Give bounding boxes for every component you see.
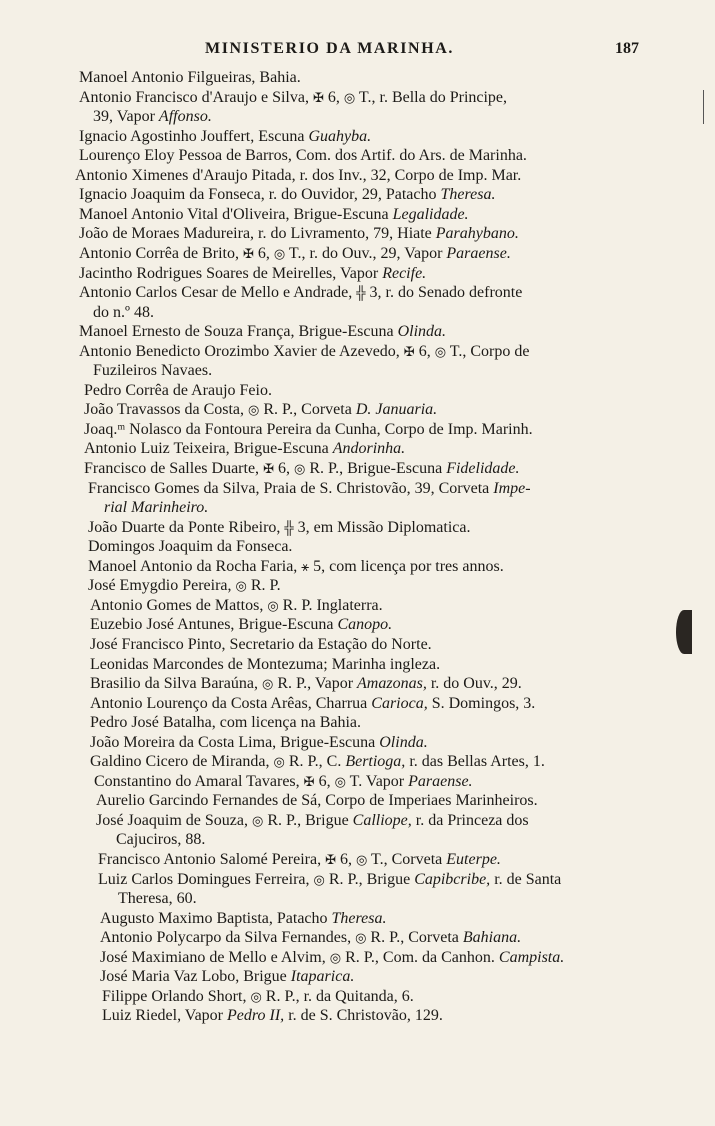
- vessel-name: Andorinha.: [332, 440, 406, 457]
- entry-text: Fuzileiros Navaes.: [93, 362, 213, 379]
- vessel-name: Itaparica.: [290, 968, 355, 985]
- entry-text: João de Moraes Madureira, r. do Livramento, 79, Hiate: [79, 225, 436, 242]
- entry-line: [90, 752, 545, 771]
- entry-line: [79, 127, 371, 146]
- entry-text: Theresa, 60.: [118, 890, 197, 907]
- order-symbol-icon: ✠: [403, 344, 415, 359]
- entry-line: [88, 576, 281, 595]
- entry-text: Antonio Lourenço da Costa Arêas, Charrua: [90, 695, 372, 712]
- entry-text: Antonio Francisco d'Araujo e Silva,: [79, 89, 313, 106]
- order-symbol-icon: ✠: [325, 852, 336, 867]
- entry-line: [93, 107, 212, 126]
- entry-line: [93, 361, 212, 380]
- entry-text: Brasilio da Silva Baraúna,: [90, 675, 262, 692]
- entry-text: Antonio Luiz Teixeira, Brigue-Escuna: [84, 440, 333, 457]
- entry-text: Pedro José Batalha, com licença na Bahia.: [90, 714, 362, 731]
- entry-text: R. P.: [246, 577, 281, 594]
- vessel-name: Pedro II,: [227, 1007, 285, 1024]
- entry-line: [98, 870, 561, 889]
- entry-text: do n.º 48.: [93, 304, 154, 321]
- entry-text: Antonio Benedicto Orozimbo Xavier de Azevedo,: [79, 343, 404, 360]
- entry-text: Antonio Ximenes d'Araujo Pitada, r. dos Inv., 32, Corpo de Imp. Mar.: [75, 167, 522, 184]
- entry-text: R. P. Inglaterra.: [278, 597, 383, 614]
- entry-line: [84, 420, 533, 439]
- order-symbol-icon: ╬: [356, 285, 366, 300]
- page-edge-ink-mark: [676, 610, 692, 654]
- entry-line: [94, 772, 473, 791]
- entry-line: [100, 967, 354, 986]
- entry-text: 6,: [323, 89, 344, 106]
- order-symbol-icon: ◎: [313, 872, 325, 887]
- vessel-name: Paraense.: [408, 773, 473, 790]
- entry-line: [104, 498, 208, 517]
- entry-text: Augusto Maximo Baptista, Patacho: [100, 910, 332, 927]
- entry-line: [88, 518, 470, 537]
- order-symbol-icon: ✠: [263, 461, 274, 476]
- entry-line: [79, 342, 529, 361]
- entry-text: T., r. do Ouv., 29, Vapor: [285, 245, 447, 262]
- page-number: 187: [615, 40, 639, 57]
- order-symbol-icon: ✠: [312, 90, 324, 105]
- order-symbol-icon: ◎: [293, 461, 306, 476]
- order-symbol-icon: ◎: [334, 774, 346, 789]
- order-symbol-icon: ◎: [250, 989, 262, 1004]
- vessel-name: Campista.: [498, 949, 565, 966]
- order-symbol-icon: ◎: [329, 950, 342, 965]
- entry-text: T. Vapor: [345, 773, 409, 790]
- entry-line: [90, 655, 440, 674]
- entry-line: [84, 400, 437, 419]
- entry-text: R. P., Corveta: [366, 929, 463, 946]
- entry-text: R. P., Brigue: [263, 812, 353, 829]
- order-symbol-icon: ◎: [355, 930, 367, 945]
- entry-line: [79, 68, 301, 87]
- entry-text: T., Corpo de: [446, 343, 530, 360]
- entry-line: [102, 1006, 443, 1025]
- entry-text: T., Corveta: [367, 851, 447, 868]
- vessel-name: Parahybano.: [435, 225, 519, 242]
- order-symbol-icon: ◎: [434, 344, 447, 359]
- entry-text: Antonio Polycarpo da Silva Fernandes,: [100, 929, 356, 946]
- entry-text: José Maximiano de Mello e Alvim,: [100, 949, 330, 966]
- entry-text: Luiz Riedel, Vapor: [102, 1007, 228, 1024]
- vessel-name: Bertioga,: [345, 753, 406, 770]
- entry-line: [79, 283, 522, 302]
- entry-text: Cajuciros, 88.: [116, 831, 206, 848]
- entry-line: [79, 224, 519, 243]
- running-title: MINISTERIO DA MARINHA.: [205, 40, 454, 57]
- entry-line: [90, 596, 383, 615]
- entry-text: R. P., Vapor: [273, 675, 358, 692]
- entry-text: r. de S. Christovão, 129.: [284, 1007, 443, 1024]
- entry-text: João Travassos da Costa,: [84, 401, 249, 418]
- entry-text: Joaq.ᵐ Nolasco da Fontoura Pereira da Cunha, Corpo de Imp. Marinh.: [84, 421, 533, 438]
- entry-text: Antonio Gomes de Mattos,: [90, 597, 268, 614]
- entry-text: Constantino do Amaral Tavares,: [94, 773, 304, 790]
- entry-text: José Maria Vaz Lobo, Brigue: [100, 968, 291, 985]
- entry-text: 6,: [314, 773, 335, 790]
- vessel-name: Olinda.: [379, 734, 428, 751]
- order-symbol-icon: ◎: [343, 90, 356, 105]
- entry-text: r. de Santa: [490, 871, 562, 888]
- entry-text: Francisco de Salles Duarte,: [84, 460, 264, 477]
- entry-text: S. Domingos, 3.: [427, 695, 536, 712]
- vessel-name: Theresa.: [331, 910, 387, 927]
- entry-text: Manoel Antonio Filgueiras, Bahia.: [79, 69, 301, 86]
- entry-text: Antonio Corrêa de Brito,: [79, 245, 243, 262]
- entry-text: 3, r. do Senado defronte: [365, 284, 523, 301]
- entry-text: Pedro Corrêa de Araujo Feio.: [84, 382, 272, 399]
- entry-text: Filippe Orlando Short,: [102, 988, 251, 1005]
- entry-text: Lourenço Eloy Pessoa de Barros, Com. dos Artif. do Ars. de Marinha.: [79, 147, 527, 164]
- entry-text: 6,: [414, 343, 435, 360]
- entry-text: Domingos Joaquim da Fonseca.: [88, 538, 293, 555]
- entry-text: R. P., r. da Quitanda, 6.: [261, 988, 414, 1005]
- entry-line: [93, 303, 154, 322]
- entry-text: Ignacio Joaquim da Fonseca, r. do Ouvidor, 29, Patacho: [79, 186, 441, 203]
- order-symbol-icon: ◎: [261, 676, 274, 691]
- vessel-name: Legalidade.: [392, 206, 469, 223]
- entry-text: Ignacio Agostinho Jouffert, Escuna: [79, 128, 309, 145]
- order-symbol-icon: ◎: [273, 754, 285, 769]
- vessel-name: Affonso.: [158, 108, 212, 125]
- entry-text: Galdino Cicero de Miranda,: [90, 753, 274, 770]
- entry-line: [90, 713, 361, 732]
- entry-text: 39, Vapor: [93, 108, 159, 125]
- vessel-name: Euterpe.: [446, 851, 501, 868]
- order-symbol-icon: ✠: [303, 774, 315, 789]
- entry-text: R. P., C.: [284, 753, 346, 770]
- entry-line: [84, 381, 272, 400]
- entry-text: Manoel Antonio da Rocha Faria,: [88, 558, 302, 575]
- entry-line: [88, 537, 292, 556]
- entry-line: [118, 889, 197, 908]
- entry-text: R. P., Corveta: [259, 401, 356, 418]
- entry-text: r. do Ouv., 29.: [426, 675, 522, 692]
- entry-line: [102, 987, 414, 1006]
- vessel-name: Fidelidade.: [446, 460, 520, 477]
- entry-text: 3, em Missão Diplomatica.: [293, 519, 471, 536]
- entry-text: R. P., Brigue-Escuna: [305, 460, 447, 477]
- entry-line: [116, 830, 205, 849]
- entry-line: [100, 909, 387, 928]
- entry-text: Aurelio Garcindo Fernandes de Sá, Corpo de Imperiaes Marinheiros.: [96, 792, 538, 809]
- entry-text: José Francisco Pinto, Secretario da Estação do Norte.: [90, 636, 432, 653]
- order-symbol-icon: ✠: [242, 246, 254, 261]
- vessel-name: Impe-: [493, 480, 531, 497]
- entry-line: [84, 459, 520, 478]
- entry-line: [79, 244, 511, 263]
- entry-text: João Moreira da Costa Lima, Brigue-Escuna: [90, 734, 380, 751]
- entry-text: Luiz Carlos Domingues Ferreira,: [98, 871, 314, 888]
- vessel-name: Guahyba.: [308, 128, 372, 145]
- entry-line: [90, 635, 432, 654]
- entry-line: [79, 205, 469, 224]
- entry-text: 5, com licença por tres annos.: [309, 558, 504, 575]
- vessel-name: rial Marinheiro.: [104, 499, 209, 516]
- entry-line: [75, 166, 521, 185]
- entry-line: [84, 439, 405, 458]
- vessel-name: Paraense.: [446, 245, 511, 262]
- entry-text: Jacintho Rodrigues Soares de Meirelles, Vapor: [79, 265, 383, 282]
- entry-text: José Emygdio Pereira,: [88, 577, 236, 594]
- order-symbol-icon: ◎: [273, 246, 286, 261]
- entry-line: [98, 850, 501, 869]
- order-symbol-icon: ◎: [251, 813, 264, 828]
- entry-text: Francisco Antonio Salomé Pereira,: [98, 851, 326, 868]
- vessel-name: Calliope,: [352, 812, 412, 829]
- entry-line: [90, 674, 522, 693]
- entry-text: Antonio Carlos Cesar de Mello e Andrade,: [79, 284, 357, 301]
- order-symbol-icon: ◎: [235, 578, 247, 593]
- vessel-name: Amazonas,: [357, 675, 427, 692]
- vessel-name: Carioca,: [371, 695, 428, 712]
- order-symbol-icon: ◎: [267, 598, 279, 613]
- entry-line: [79, 146, 527, 165]
- entry-text: Manoel Antonio Vital d'Oliveira, Brigue-Escuna: [79, 206, 393, 223]
- entry-text: T., r. Bella do Principe,: [355, 89, 508, 106]
- entry-text: Francisco Gomes da Silva, Praia de S. Christovão, 39, Corveta: [88, 480, 494, 497]
- entry-line: [90, 733, 428, 752]
- entry-text: r. da Princeza dos: [411, 812, 529, 829]
- entry-text: r. das Bellas Artes, 1.: [405, 753, 545, 770]
- order-symbol-icon: ◎: [248, 402, 260, 417]
- entry-line: [79, 88, 507, 107]
- entry-text: 6,: [253, 245, 274, 262]
- entry-line: [79, 185, 495, 204]
- entry-text: João Duarte da Ponte Ribeiro,: [88, 519, 285, 536]
- margin-tick-mark: [703, 90, 704, 124]
- entry-text: José Joaquim de Souza,: [96, 812, 252, 829]
- entry-text: 6,: [335, 851, 356, 868]
- vessel-name: Olinda.: [397, 323, 447, 340]
- vessel-name: D. Januaria.: [355, 401, 438, 418]
- entry-line: [79, 322, 446, 341]
- entry-text: R. P., Com. da Canhon.: [341, 949, 499, 966]
- entry-text: Manoel Ernesto de Souza França, Brigue-Escuna: [79, 323, 398, 340]
- entry-line: [90, 694, 535, 713]
- entry-text: Euzebio José Antunes, Brigue-Escuna: [90, 616, 338, 633]
- vessel-name: Theresa.: [440, 186, 496, 203]
- order-symbol-icon: ⚹: [301, 559, 310, 574]
- vessel-name: Canopo.: [337, 616, 393, 633]
- entry-text: 6,: [273, 460, 294, 477]
- order-symbol-icon: ╬: [284, 520, 294, 535]
- entry-line: [100, 928, 521, 947]
- vessel-name: Recife.: [382, 265, 427, 282]
- order-symbol-icon: ◎: [355, 852, 368, 867]
- entry-line: [88, 557, 504, 576]
- entry-text: R. P., Brigue: [324, 871, 415, 888]
- entry-line: [100, 948, 564, 967]
- entry-line: [96, 811, 529, 830]
- vessel-name: Capibcribe,: [414, 871, 491, 888]
- entry-line: [90, 615, 392, 634]
- entry-line: [96, 791, 538, 810]
- entry-line: [88, 479, 531, 498]
- vessel-name: Bahiana.: [462, 929, 522, 946]
- entry-line: [79, 264, 426, 283]
- page-header: [0, 40, 715, 64]
- entry-text: Leonidas Marcondes de Montezuma; Marinha ingleza.: [90, 656, 441, 673]
